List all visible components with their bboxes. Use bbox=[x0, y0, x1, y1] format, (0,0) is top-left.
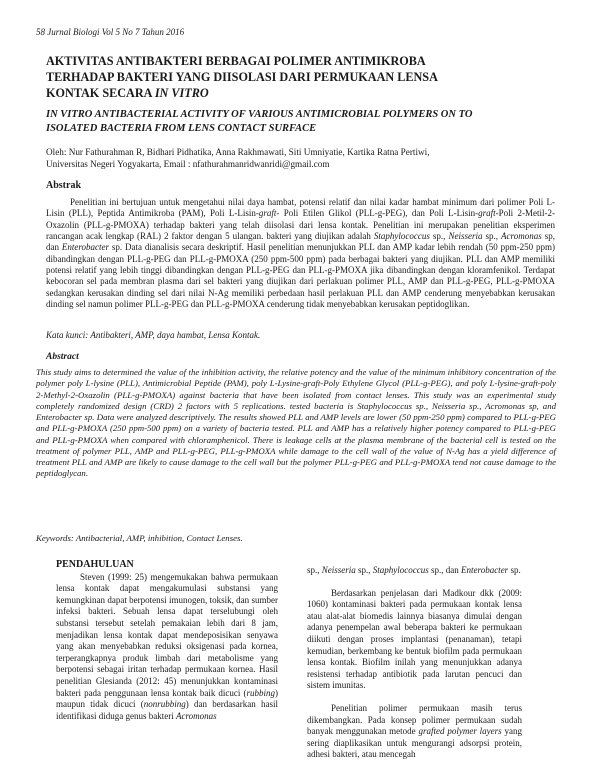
author-list: Oleh: Nur Fathurahman R, Bidhari Pidhatika, Anna Rakhmawati, Siti Umniyatie, Kartika Ratna Pertiwi, bbox=[46, 147, 430, 157]
abstract-text: sp, dan bbox=[46, 231, 555, 253]
title-english bbox=[46, 108, 546, 136]
body-text: ) maupun tidak dicuci ( bbox=[56, 687, 278, 710]
body-paragraph bbox=[56, 572, 278, 723]
title-line: TERHADAP BAKTERI YANG DIISOLASI DARI PERMUKAAN LENSA bbox=[46, 70, 438, 84]
body-italic: Neisseria bbox=[321, 565, 356, 575]
body-paragraph bbox=[307, 703, 522, 761]
body-italic: Acromonas bbox=[175, 710, 217, 721]
body-column-left bbox=[56, 559, 278, 722]
body-paragraph: Berdasarkan penjelasan dari Madkour dkk (2009: 1060) kontaminasi bakteri pada permukaan kontak lensa atau alat-alat biomedis lainnya biasanya dimulai dengan adanya penempelan awal beberapa bakteri ke permukaan diikuti dengan proses implantasi (penanaman), tetapi kemudian, berkembang ke bentuk biofilm pada permukaan lensa kontak. Biofilm inilah yang menunjukkan adanya resistensi terhadap antibiotik pada larutan pencuci dan sistem imunitas. bbox=[307, 587, 522, 691]
abstract-text: sp., bbox=[429, 231, 449, 242]
body-text: yang sering diaplikasikan untuk mengurangi adsorpsi protein, adhesi bakteri, atau mencegah bbox=[307, 726, 523, 760]
keywords-english: Keywords: Antibacterial, AMP, inhibition, Contact Lenses. bbox=[36, 533, 243, 543]
abstract-heading: Abstrak bbox=[46, 180, 82, 191]
keywords-indonesian: Kata kunci: Antibakteri, AMP, daya hambat, Lensa Kontak. bbox=[46, 330, 261, 340]
authors-block bbox=[46, 147, 546, 171]
title-indonesian bbox=[46, 53, 546, 101]
body-italic: Enterobacter bbox=[461, 565, 509, 575]
abstract-english-heading: Abstract bbox=[46, 352, 79, 362]
abstract-italic: graft bbox=[258, 208, 277, 219]
body-text: sp. bbox=[508, 565, 521, 575]
abstract-paragraph bbox=[46, 197, 555, 310]
body-italic: nonrubbing bbox=[143, 699, 186, 710]
abstract-text: sp. Data dianalisis secara deskriptif. Hasil penelitian menunjukkan PLL dan AMP kadar lebih rendah (50 ppm-250 ppm) dibandingkan dengan PLL-g-PEG dan PLL-g-PMOXA (250 ppm-500 ppm) pada berbagai bakteri yang diujikan. PLL dan AMP memiliki potensi relatif yang lebih tinggi dibandingkan dengan PLL-g-PEG dan PLL-g-PMOXA jika dibandingkan dengan kloramfenikol. Terdapat kebocoran sel pada membran plasma dari sel bakteri yang diujikan dari perlakuan polimer PLL, AMP dan PLL-g-PEG, PLL-g-PMOXA sedangkan kerusakan dinding sel dari nilai N-Ag memiliki perbedaan hasil perlakuan PLL dan AMP cenderung menyebabkan kerusakan dinding sel namun polimer PLL-g-PEG dan PLL-g-PMOXA cenderung tidak menyebabkan kerusakan peptidoglikan. bbox=[46, 242, 556, 310]
abstract-english: This study aims to determined the value of the inhibition activity, the relative potency and the value of the minimum inhibitory concentration of the polymer poly L-lysine (PLL), Antimicrobial Peptide (PAM), poly L-Lysine-graft-Poly Ethylene Glycol (PLL-g-PEG), and poly L-lysine-graft-poly 2-Methyl-2-Oxazolin (PLL-g-PMOXA) against bacteria that have been isolated from contact lenses. This study was an experimental study completely randomized design (CRD) 2 factors with 5 replications. tested bacteria is Staphylococcus sp., Neisseria sp., Acromonas sp, and Enterobacter sp. Data were analyzed descriptively. The results showed PLL and AMP levels are lower (50 ppm-250 ppm) compared to PLL-g-PEG and PLL-g-PMOXA (250 ppm-500 ppm) on a variety of bacteria tested. PLL and AMP has a relatively higher potency compared to PLL-g-PEG and PLL-g-PMOXA when compared with chloramphenicol. There is leakage cells at the plasma membrane of the bacterial cell is tested on the treatment of polymer PLL, AMP and PLL-g-PEG, PLL-g-PMOXA while damage to the cell wall of the value of N-Ag has a yield difference of treatment PLL and AMP are likely to cause damage to the cell wall but the polymer PLL-g-PEG and PLL-g-PMOXA tend not cause damage to the peptidoglycan. bbox=[36, 367, 556, 479]
abstract-italic: Neisseria bbox=[448, 231, 483, 242]
title-line: IN VITRO ANTIBACTERIAL ACTIVITY OF VARIOUS ANTIMICROBIAL POLYMERS ON TO bbox=[46, 109, 473, 120]
abstract-italic: Enterobacter bbox=[61, 242, 110, 253]
title-line: ISOLATED BACTERIA FROM LENS CONTACT SURFACE bbox=[46, 123, 317, 134]
title-italic: IN VITRO bbox=[154, 86, 209, 100]
body-column-right bbox=[307, 565, 522, 761]
body-text: sp., bbox=[307, 565, 322, 575]
abstract-text: sp., bbox=[482, 231, 502, 242]
abstract-text: -Poli 2-Metil-2-Oxazolin (PLL-g-PMOXA) terhadap bakteri yang telah diisolasi dari lensa kontak. Penelitian ini merupakan penelitian eksperimen rancangan acak lengkap (RAL) 2 faktor dengan 5 ulangan. bakteri yang diujikan adalah bbox=[46, 208, 555, 242]
abstract-indonesian bbox=[46, 197, 555, 310]
body-text: ) dan berdasarkan hasil identifikasi diduga genus bakteri bbox=[56, 699, 278, 721]
affiliation-email: Universitas Negeri Yogyakarta, Email : nfathurahmanridwanridi@gmail.com bbox=[46, 158, 330, 169]
body-text: Steven (1999: 25) mengemukakan bahwa permukaan lensa kontak dapat mengakumulasi substansi yang kemungkinan dapat berpotensi imunogen, toksik, dan sumber infeksi bakteri. Sebuah lensa dapat terselubungi oleh substansi tersebut setelah pemakaian lebih dari 8 jam, menjadikan lensa kontak dapat mendeposisikan senyawa yang akan menyebabkan reduksi oksigenasi pada kornea, terperangkapnya produk limbah dari metabolisme yang berpotensi sebagai iritan terhadap permukaan kornea. Hasil penelitian Glesianda (2012: 45) menunjukkan kontaminasi bakteri pada penggunaan lensa kontak baik dicuci ( bbox=[56, 571, 278, 698]
abstract-italic: graft bbox=[478, 208, 496, 219]
body-text: Penelitian polimer permukaan masih terus dikembangkan. Pada konsep polimer permukaan sudah banyak menggunakan metode bbox=[307, 702, 522, 737]
abstract-text: - Poli Etilen Glikol (PLL-g-PEG), dan Poli L-Lisin- bbox=[276, 208, 479, 219]
body-paragraph bbox=[307, 565, 522, 577]
abstract-italic: Staphylococcus bbox=[373, 231, 430, 242]
body-text: sp., bbox=[355, 565, 373, 575]
body-text: sp., dan bbox=[428, 565, 462, 575]
body-italic: rubbing bbox=[246, 687, 275, 698]
body-italic: Staphylococcus bbox=[372, 565, 429, 575]
title-line: AKTIVITAS ANTIBAKTERI BERBAGAI POLIMER ANTIMIKROBA bbox=[46, 54, 426, 68]
running-head: 58 Jurnal Biologi Vol 5 No 7 Tahun 2016 bbox=[36, 27, 185, 37]
abstract-text: Penelitian ini bertujuan untuk mengetahui nilai daya hambat, potensi relatif dan nilai kadar hambat minimum dari polimer Poli L-Lisin (PLL), Peptida Antimikroba (PAM), Poli L-Lisin- bbox=[46, 197, 555, 219]
title-text: KONTAK SECARA bbox=[46, 86, 155, 100]
title-line bbox=[46, 85, 546, 101]
body-italic: grafted polymer layers bbox=[418, 726, 502, 737]
abstract-italic: Acromonas bbox=[501, 231, 542, 242]
section-heading: PENDAHULUAN bbox=[56, 559, 134, 570]
